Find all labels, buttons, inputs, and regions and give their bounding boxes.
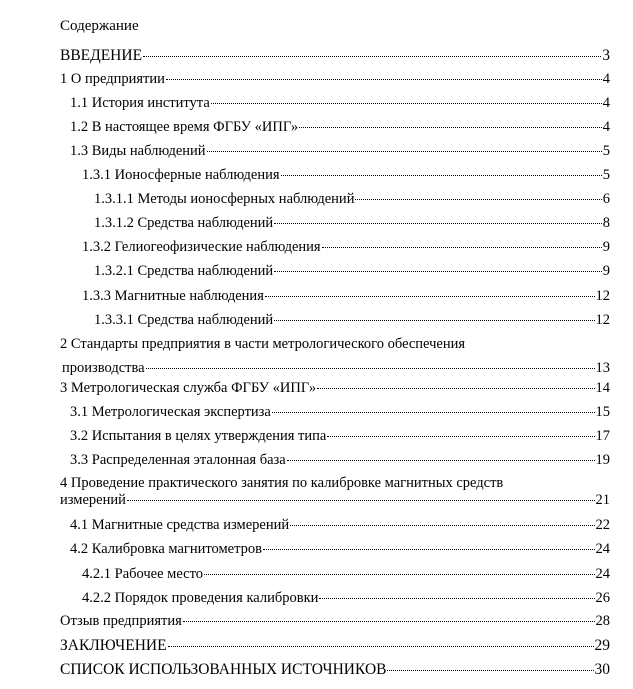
toc-page-number: 12 <box>595 288 610 304</box>
dot-leader <box>204 574 595 575</box>
toc-entry-label: ЗАКЛЮЧЕНИЕ <box>60 637 167 654</box>
toc-entry-label: ВВЕДЕНИЕ <box>60 47 143 64</box>
toc-entry[interactable] <box>82 239 610 257</box>
toc-entry[interactable] <box>82 566 610 584</box>
toc-entry-label: 1.3.3.1 Средства наблюдений <box>94 312 274 328</box>
toc-entry[interactable] <box>60 637 610 655</box>
toc-page-number: 26 <box>595 590 610 606</box>
toc-entry-label: СПИСОК ИСПОЛЬЗОВАННЫХ ИСТОЧНИКОВ <box>60 661 387 678</box>
toc-entry-line1: 2 Стандарты предприятия в части метрологического обеспечения <box>60 336 466 352</box>
dot-leader <box>146 368 595 369</box>
toc-entry[interactable] <box>60 47 610 65</box>
toc-entry-label: 1.3.1.1 Методы ионосферных наблюдений <box>94 191 355 207</box>
toc-entry-label: 1.3.3 Магнитные наблюдения <box>82 288 264 304</box>
toc-entry[interactable] <box>70 404 610 422</box>
toc-entry-label: 1.3.1.2 Средства наблюдений <box>94 215 274 231</box>
dot-leader <box>387 670 593 671</box>
toc-page-number: 13 <box>595 360 610 376</box>
toc-entry[interactable] <box>60 661 610 679</box>
toc-entry-label: 1 О предприятии <box>60 71 165 87</box>
toc-entry[interactable] <box>70 119 610 137</box>
dot-leader <box>319 598 594 599</box>
toc-page-number: 21 <box>595 492 610 508</box>
toc-entry[interactable] <box>70 143 610 161</box>
dot-leader <box>183 621 595 622</box>
toc-entry-label: 3 Метрологическая служба ФГБУ «ИПГ» <box>60 380 317 396</box>
dot-leader <box>322 247 602 248</box>
dot-leader <box>211 103 602 104</box>
dot-leader <box>274 223 602 224</box>
toc-entry[interactable] <box>70 517 610 535</box>
dot-leader <box>317 388 594 389</box>
dot-leader <box>143 56 601 57</box>
toc-entry-label: 4.2 Калибровка магнитометров <box>70 541 262 557</box>
toc-page-number: 5 <box>602 167 610 183</box>
dot-leader <box>299 127 602 128</box>
toc-entry[interactable] <box>62 360 610 378</box>
toc-entry[interactable] <box>94 312 610 330</box>
toc-page-number: 17 <box>595 428 610 444</box>
toc-page-number: 24 <box>595 541 610 557</box>
toc-entry[interactable] <box>70 541 610 559</box>
toc-entry[interactable] <box>82 288 610 306</box>
toc-entry-label: 4.2.1 Рабочее место <box>82 566 203 582</box>
toc-entry[interactable] <box>60 492 610 510</box>
toc-page-number: 4 <box>602 71 610 87</box>
dot-leader <box>327 436 594 437</box>
dot-leader <box>127 500 595 501</box>
dot-leader <box>287 460 595 461</box>
toc-page-number: 4 <box>602 119 610 135</box>
toc-entry-label: 4.2.2 Порядок проведения калибровки <box>82 590 319 606</box>
toc-page-number: 4 <box>602 95 610 111</box>
toc-entry-label: 1.1 История института <box>70 95 210 111</box>
toc-entry[interactable] <box>70 95 610 113</box>
toc-entry[interactable] <box>94 215 610 233</box>
toc-entry[interactable] <box>94 263 610 281</box>
toc-entry-label: измерений <box>60 492 126 508</box>
dot-leader <box>207 151 602 152</box>
dot-leader <box>274 271 602 272</box>
toc-entry[interactable] <box>94 191 610 209</box>
toc-entry-label: Отзыв предприятия <box>60 613 182 629</box>
toc-title: Содержание <box>60 18 139 34</box>
toc-entry[interactable] <box>60 613 610 631</box>
dot-leader <box>166 79 602 80</box>
toc-page-number: 9 <box>602 263 610 279</box>
toc-entry-label: 1.3 Виды наблюдений <box>70 143 206 159</box>
toc-entry-label: 1.3.1 Ионосферные наблюдения <box>82 167 280 183</box>
toc-entry-label: 1.3.2.1 Средства наблюдений <box>94 263 274 279</box>
toc-entry[interactable] <box>82 590 610 608</box>
dot-leader <box>281 175 602 176</box>
toc-page-number: 30 <box>594 661 610 678</box>
toc-entry[interactable] <box>82 167 610 185</box>
toc-page-number: 24 <box>595 566 610 582</box>
toc-page-number: 5 <box>602 143 610 159</box>
toc-entry[interactable] <box>70 452 610 470</box>
toc-entry-label: 4.1 Магнитные средства измерений <box>70 517 290 533</box>
toc-entry[interactable] <box>60 380 610 398</box>
toc-page-number: 3 <box>602 47 610 64</box>
toc-page-number: 12 <box>595 312 610 328</box>
dot-leader <box>265 296 595 297</box>
toc-entry-label: 3.2 Испытания в целях утверждения типа <box>70 428 327 444</box>
dot-leader <box>272 412 595 413</box>
dot-leader <box>290 525 594 526</box>
dot-leader <box>168 646 594 647</box>
toc-page-number: 9 <box>602 239 610 255</box>
toc-entry-label: производства <box>62 360 145 376</box>
toc-page-number: 6 <box>602 191 610 207</box>
toc-entry-line1: 4 Проведение практического занятия по калибровке магнитных средств <box>60 475 504 491</box>
toc-entry-label: 3.3 Распределенная эталонная база <box>70 452 286 468</box>
toc-entry-label: 1.2 В настоящее время ФГБУ «ИПГ» <box>70 119 299 135</box>
toc-entry-label: 1.3.2 Гелиогеофизические наблюдения <box>82 239 321 255</box>
toc-entry[interactable] <box>70 428 610 446</box>
toc-page-number: 19 <box>595 452 610 468</box>
dot-leader <box>263 549 595 550</box>
toc-entry[interactable] <box>60 71 610 89</box>
toc-page-number: 8 <box>602 215 610 231</box>
toc-page-number: 29 <box>594 637 610 654</box>
toc-page-number: 14 <box>595 380 610 396</box>
dot-leader <box>274 320 594 321</box>
dot-leader <box>355 199 601 200</box>
toc-entry-label: 3.1 Метрологическая экспертиза <box>70 404 271 420</box>
toc-page-number: 22 <box>595 517 610 533</box>
toc-page-number: 15 <box>595 404 610 420</box>
toc-page-number: 28 <box>595 613 610 629</box>
